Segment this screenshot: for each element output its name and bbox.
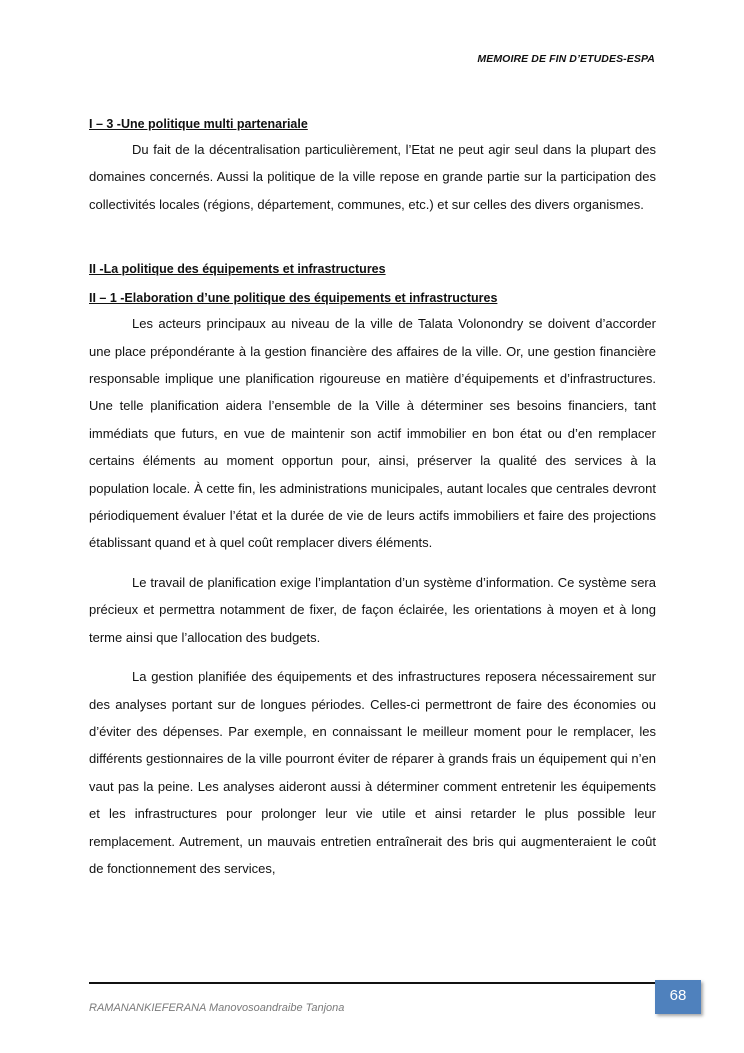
page-number-badge: 68 (655, 980, 701, 1014)
paragraph-2-1-b: Le travail de planification exige l’implantation d’un système d’information. Ce système sera précieux et permettra notamment de fixer, de façon éclairée, les orientations à moyen et à long terme ainsi que l’allocation des budgets. (89, 574, 656, 645)
footer-divider (89, 982, 674, 984)
page-body (89, 114, 656, 882)
section-heading-2-1: II – 1 -Elaboration d’une politique des équipements et infrastructures (89, 291, 498, 306)
paragraph-2-1-c: La gestion planifiée des équipements et des infrastructures reposera nécessairement sur des analyses portant sur de longues périodes. Celles-ci permettront de faire des économies ou d’éviter des dépenses. Par exemple, en connaissant le meilleur moment pour le remplacer, les différents gestionnaires de la ville pourront éviter de réparer à grands frais un équipement qui n’en vaut pas la peine. Les analyses aideront aussi à déterminer comment entretenir les équipements et les infrastructures pour prolonger leur vie utile et ainsi retarder le plus possible leur remplacement. Autrement, un mauvais entretien entraînerait des bris qui augmenteraient le coût de fonctionnement des services, (89, 669, 656, 876)
running-header: MEMOIRE DE FIN D’ETUDES-ESPA (477, 53, 655, 65)
paragraph-2-1-a: Les acteurs principaux au niveau de la ville de Talata Volonondry se doivent d’accorder une place prépondérante à la gestion financière des affaires de la ville. Or, une gestion financière responsable implique une planification rigoureuse en matière d’équipements et d’infrastructures. Une telle planification aidera l’ensemble de la Ville à déterminer ses besoins financiers, tant immédiats que futurs, en vue de maintenir son actif immobilier en bon état ou d’en remplacer certains éléments au moment opportun pour, ainsi, préserver la qualité des services à la population locale. À cette fin, les administrations municipales, autant locales que centrales devront périodiquement évaluer l’état et la durée de vie de leurs actifs immobiliers et faire des projections établissant quand et à quel coût remplacer divers éléments. (89, 316, 656, 551)
section-heading-2: II -La politique des équipements et infrastructures (89, 262, 386, 277)
paragraph-1-3: Du fait de la décentralisation particulièrement, l’Etat ne peut agir seul dans la plupart des domaines concernés. Aussi la politique de la ville repose en grande partie sur la participation des collectivités locales (régions, département, communes, etc.) et sur celles des divers organismes. (89, 142, 656, 212)
footer-author: RAMANANKIEFERANA Manovosoandraibe Tanjona (89, 1002, 345, 1014)
section-heading-1-3: I – 3 -Une politique multi partenariale (89, 117, 308, 131)
